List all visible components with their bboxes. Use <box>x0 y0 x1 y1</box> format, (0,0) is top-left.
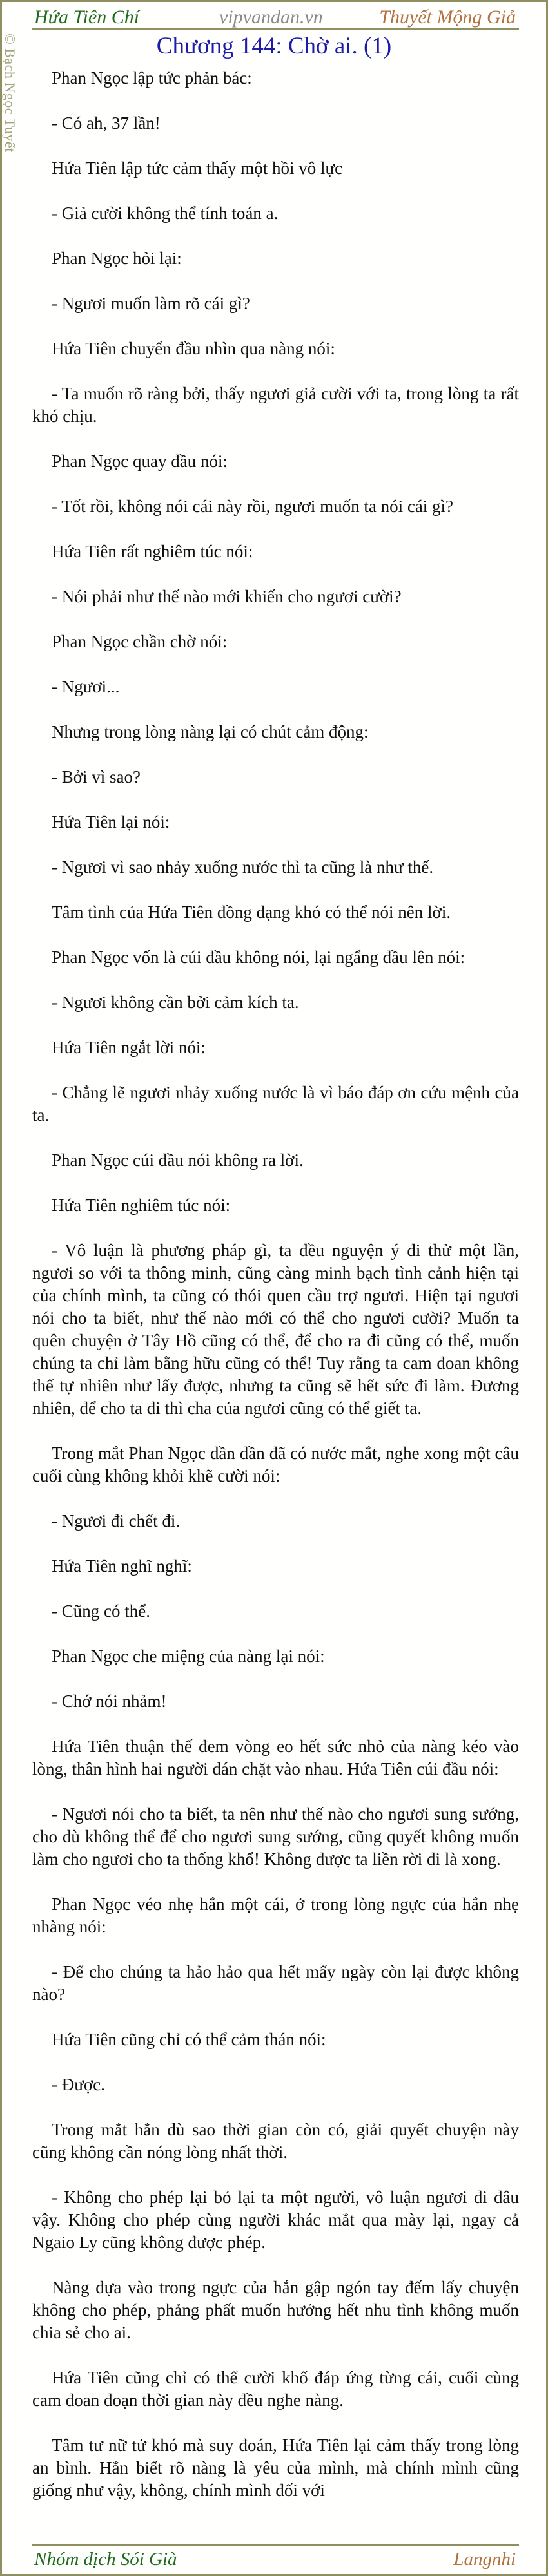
paragraph: Phan Ngọc lập tức phản bác: <box>52 68 252 88</box>
translator-group: Nhóm dịch Sói Già <box>34 2549 177 2570</box>
paragraph: Tâm tư nữ tử khó mà suy đoán, Hứa Tiên lại cảm thấy trong lòng an bình. Hắn biết rõ nàng là yêu của mình, mà chính mình cũng giống như vậy, không, chính mình đối với <box>32 2436 519 2500</box>
author-name: Thuyết Mộng Giả <box>379 6 516 28</box>
paragraph: - Ngươi không cần bởi cảm kích ta. <box>52 993 299 1012</box>
paragraph: Hứa Tiên lập tức cảm thấy một hồi vô lực <box>52 158 343 178</box>
site-name: vipvandan.vn <box>219 6 323 28</box>
book-title: Hứa Tiên Chí <box>34 6 140 28</box>
paragraph: - Ngươi... <box>52 677 120 696</box>
paragraph: Hứa Tiên chuyển đầu nhìn qua nàng nói: <box>52 339 335 358</box>
translator-name: Langnhi <box>453 2549 516 2570</box>
paragraph: - Vô luận là phương pháp gì, ta đều nguyện ý đi thử một lần, ngươi so với ta thông minh, cũng càng minh bạch tình cảnh hiện tại của chính mình, ta cũng có thói quen cầu trợ ngươi. Hiện tại ngươi nói cho ta biết, như thế nào mới có thể cho ngươi cười? Muốn ta quên chuyện ở Tây Hồ cũng có thể, để cho ra đi cũng có thể, muốn chúng ta chỉ làm bằng hữu cũng có thể! Tuy rằng ta cam đoan không thể tự nhiên như lấy được, nhưng ta cũng sẽ hết sức đi làm. Đương nhiên, để cho ta đi thì cha của ngươi cũng có thể giết ta. <box>32 1241 519 1418</box>
paragraph: - Ngươi muốn làm rõ cái gì? <box>52 294 250 313</box>
page-header <box>32 6 519 30</box>
paragraph: Hứa Tiên nghiêm túc nói: <box>52 1196 231 1215</box>
paragraph: Phan Ngọc che miệng của nàng lại nói: <box>52 1646 325 1666</box>
chapter-body <box>32 67 519 2524</box>
paragraph: - Ngươi nói cho ta biết, ta nên như thế nào cho ngươi sung sướng, cho dù không thể để cho ngươi sung sướng, cũng quyết không muốn làm cho ngươi cho ta thống khổ! Không được ta liền rời đi là xong. <box>32 1804 519 1869</box>
paragraph: - Chẳng lẽ ngươi nhảy xuống nước là vì báo đáp ơn cứu mệnh của ta. <box>32 1083 519 1125</box>
paragraph: Hứa Tiên nghĩ nghĩ: <box>52 1556 192 1576</box>
paragraph: - Bởi vì sao? <box>52 767 141 787</box>
paragraph: - Được. <box>52 2075 105 2094</box>
paragraph: Nàng dựa vào trong ngực của hắn gập ngón tay đếm lấy chuyện không cho phép, phảng phất muốn hưởng hết nhu tình không muốn chia sẻ cho ai. <box>32 2278 519 2342</box>
paragraph: - Nói phải như thế nào mới khiến cho ngươi cười? <box>52 587 402 606</box>
paragraph: - Giả cười không thể tính toán a. <box>52 204 279 223</box>
paragraph: - Ngươi vì sao nhảy xuống nước thì ta cũng là như thế. <box>52 857 434 877</box>
paragraph: Nhưng trong lòng nàng lại có chút cảm động: <box>52 722 369 741</box>
page-footer <box>32 2544 519 2573</box>
paragraph: Hứa Tiên cũng chỉ có thể cười khổ đáp ứng từng cái, cuối cùng cam đoan đoạn thời gian này đều nghe nàng. <box>32 2368 519 2410</box>
copyright-watermark: © Bạch Ngọc Tuyết <box>2 33 18 153</box>
chapter-title: Chương 144: Chờ ai. (1) <box>156 33 392 59</box>
paragraph: - Ngươi đi chết đi. <box>52 1511 181 1531</box>
paragraph: - Để cho chúng ta hảo hảo qua hết mấy ngày còn lại được không nào? <box>32 1962 519 2004</box>
paragraph: Hứa Tiên cũng chỉ có thể cảm thán nói: <box>52 2030 326 2049</box>
paragraph: - Cũng có thể. <box>52 1601 150 1621</box>
paragraph: Phan Ngọc cúi đầu nói không ra lời. <box>52 1150 304 1170</box>
paragraph: Phan Ngọc hỏi lại: <box>52 249 182 268</box>
paragraph: Tâm tình của Hứa Tiên đồng dạng khó có thể nói nên lời. <box>52 902 451 922</box>
paragraph: Hứa Tiên ngắt lời nói: <box>52 1038 206 1057</box>
paragraph: Hứa Tiên thuận thế đem vòng eo hết sức nhỏ của nàng kéo vào lòng, thân hình hai người dán chặt vào nhau. Hứa Tiên cúi đầu nói: <box>32 1737 519 1779</box>
paragraph: Hứa Tiên lại nói: <box>52 812 170 832</box>
paragraph: Phan Ngọc vốn là cúi đầu không nói, lại ngẩng đầu lên nói: <box>52 948 465 967</box>
paragraph: Phan Ngọc véo nhẹ hắn một cái, ở trong lòng ngực của hắn nhẹ nhàng nói: <box>32 1894 519 1936</box>
paragraph: Trong mắt hắn dù sao thời gian còn có, giải quyết chuyện này cũng không cần nóng lòng nhất thời. <box>32 2120 519 2162</box>
paragraph: Phan Ngọc chần chờ nói: <box>52 632 228 651</box>
paragraph: Hứa Tiên rất nghiêm túc nói: <box>52 542 253 561</box>
paragraph: - Tốt rồi, không nói cái này rồi, ngươi muốn ta nói cái gì? <box>52 497 454 516</box>
paragraph: - Ta muốn rõ ràng bởi, thấy ngươi giả cười với ta, trong lòng ta rất khó chịu. <box>32 384 519 426</box>
paragraph: - Có ah, 37 lần! <box>52 113 161 133</box>
paragraph: Phan Ngọc quay đầu nói: <box>52 452 228 471</box>
paragraph: - Chớ nói nhảm! <box>52 1692 167 1711</box>
paragraph: Trong mắt Phan Ngọc dần dần đã có nước mắt, nghe xong một câu cuối cùng không khỏi khẽ cười nói: <box>32 1444 519 1485</box>
paragraph: - Không cho phép lại bỏ lại ta một người, vô luận ngươi đi đâu vậy. Không cho phép cùng người khác mắt qua mày lại, ngay cả Ngaio Ly cũng không được phép. <box>32 2188 519 2252</box>
